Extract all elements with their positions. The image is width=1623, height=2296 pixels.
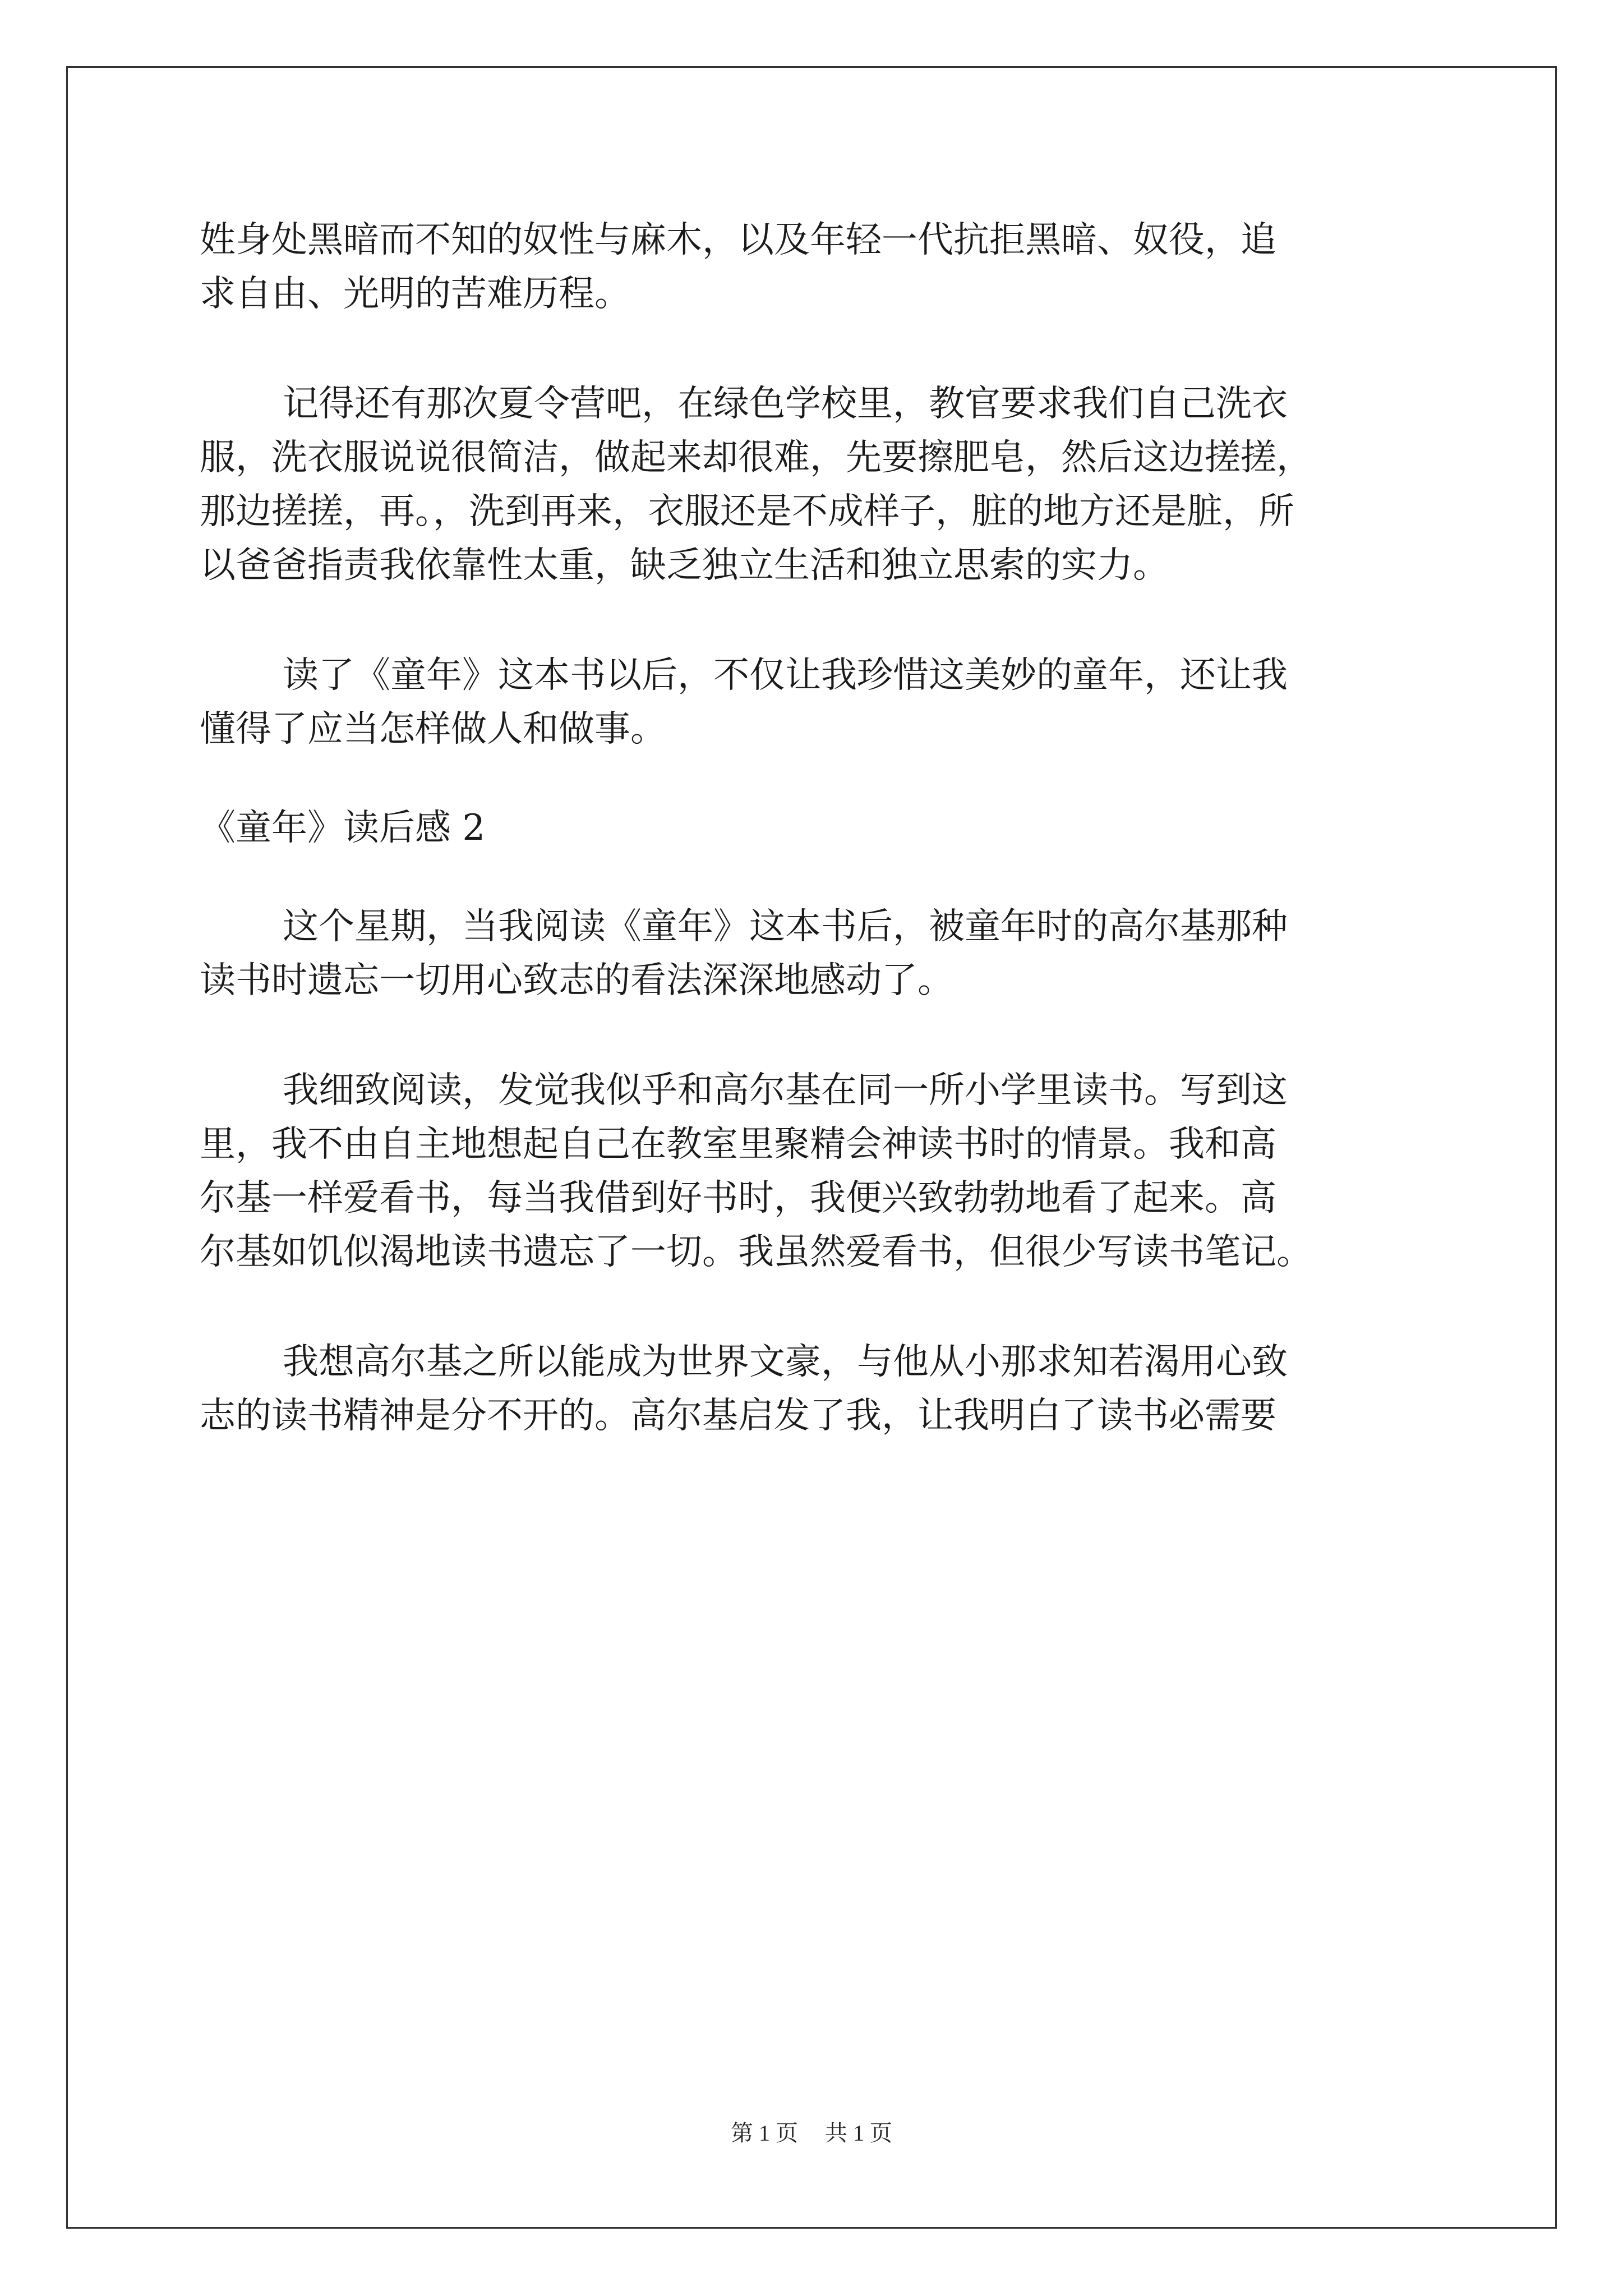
text-line: 读书时遗忘一切用心致志的看法深深地感动了。 <box>200 960 953 1001</box>
page-footer <box>0 2118 1623 2149</box>
text-line: 尔基一样爱看书，每当我借到好书时，我便兴致勃勃地看了起来。高 <box>200 1177 1276 1219</box>
text-line: 懂得了应当怎样做人和做事。 <box>200 708 666 750</box>
text-line: 尔基如饥似渴地读书遗忘了一切。我虽然爱看书，但很少写读书笔记。 <box>200 1231 1312 1273</box>
document-body <box>200 213 1428 1443</box>
text-line: 这个星期，当我阅读《童年》这本书后，被童年时的高尔基那种 <box>283 906 1288 947</box>
text-line: 姓身处黑暗而不知的奴性与麻木，以及年轻一代抗拒黑暗、奴役，追 <box>200 219 1276 261</box>
text-line: 记得还有那次夏令营吧，在绿色学校里，教官要求我们自己洗衣 <box>283 383 1288 425</box>
text-line: 那边搓搓，再。，洗到再来，衣服还是不成样子，脏的地方还是脏，所 <box>200 491 1294 532</box>
text-line: 里，我不由自主地想起自己在教室里聚精会神读书时的情景。我和高 <box>200 1124 1276 1165</box>
text-line: 服，洗衣服说说很简洁，做起来却很难，先要擦肥皂，然后这边搓搓， <box>200 437 1312 478</box>
text-line: 以爸爸指责我依靠性太重，缺乏独立生活和独立思索的实力。 <box>200 545 1169 586</box>
text-line: 读了《童年》这本书以后，不仅让我珍惜这美妙的童年，还让我 <box>283 655 1288 696</box>
section-heading: 《童年》读后感 2 <box>200 807 486 849</box>
text-line: 求自由、光明的苦难历程。 <box>200 273 630 315</box>
text-line: 我细致阅读，发觉我似乎和高尔基在同一所小学里读书。写到这 <box>283 1070 1288 1111</box>
page-number: 第 1 页 <box>731 2120 798 2146</box>
text-line: 志的读书精神是分不开的。高尔基启发了我，让我明白了读书必需要 <box>200 1395 1276 1437</box>
page-total: 共 1 页 <box>825 2120 892 2146</box>
text-line: 我想高尔基之所以能成为世界文豪，与他从小那求知若渴用心致 <box>283 1341 1288 1383</box>
